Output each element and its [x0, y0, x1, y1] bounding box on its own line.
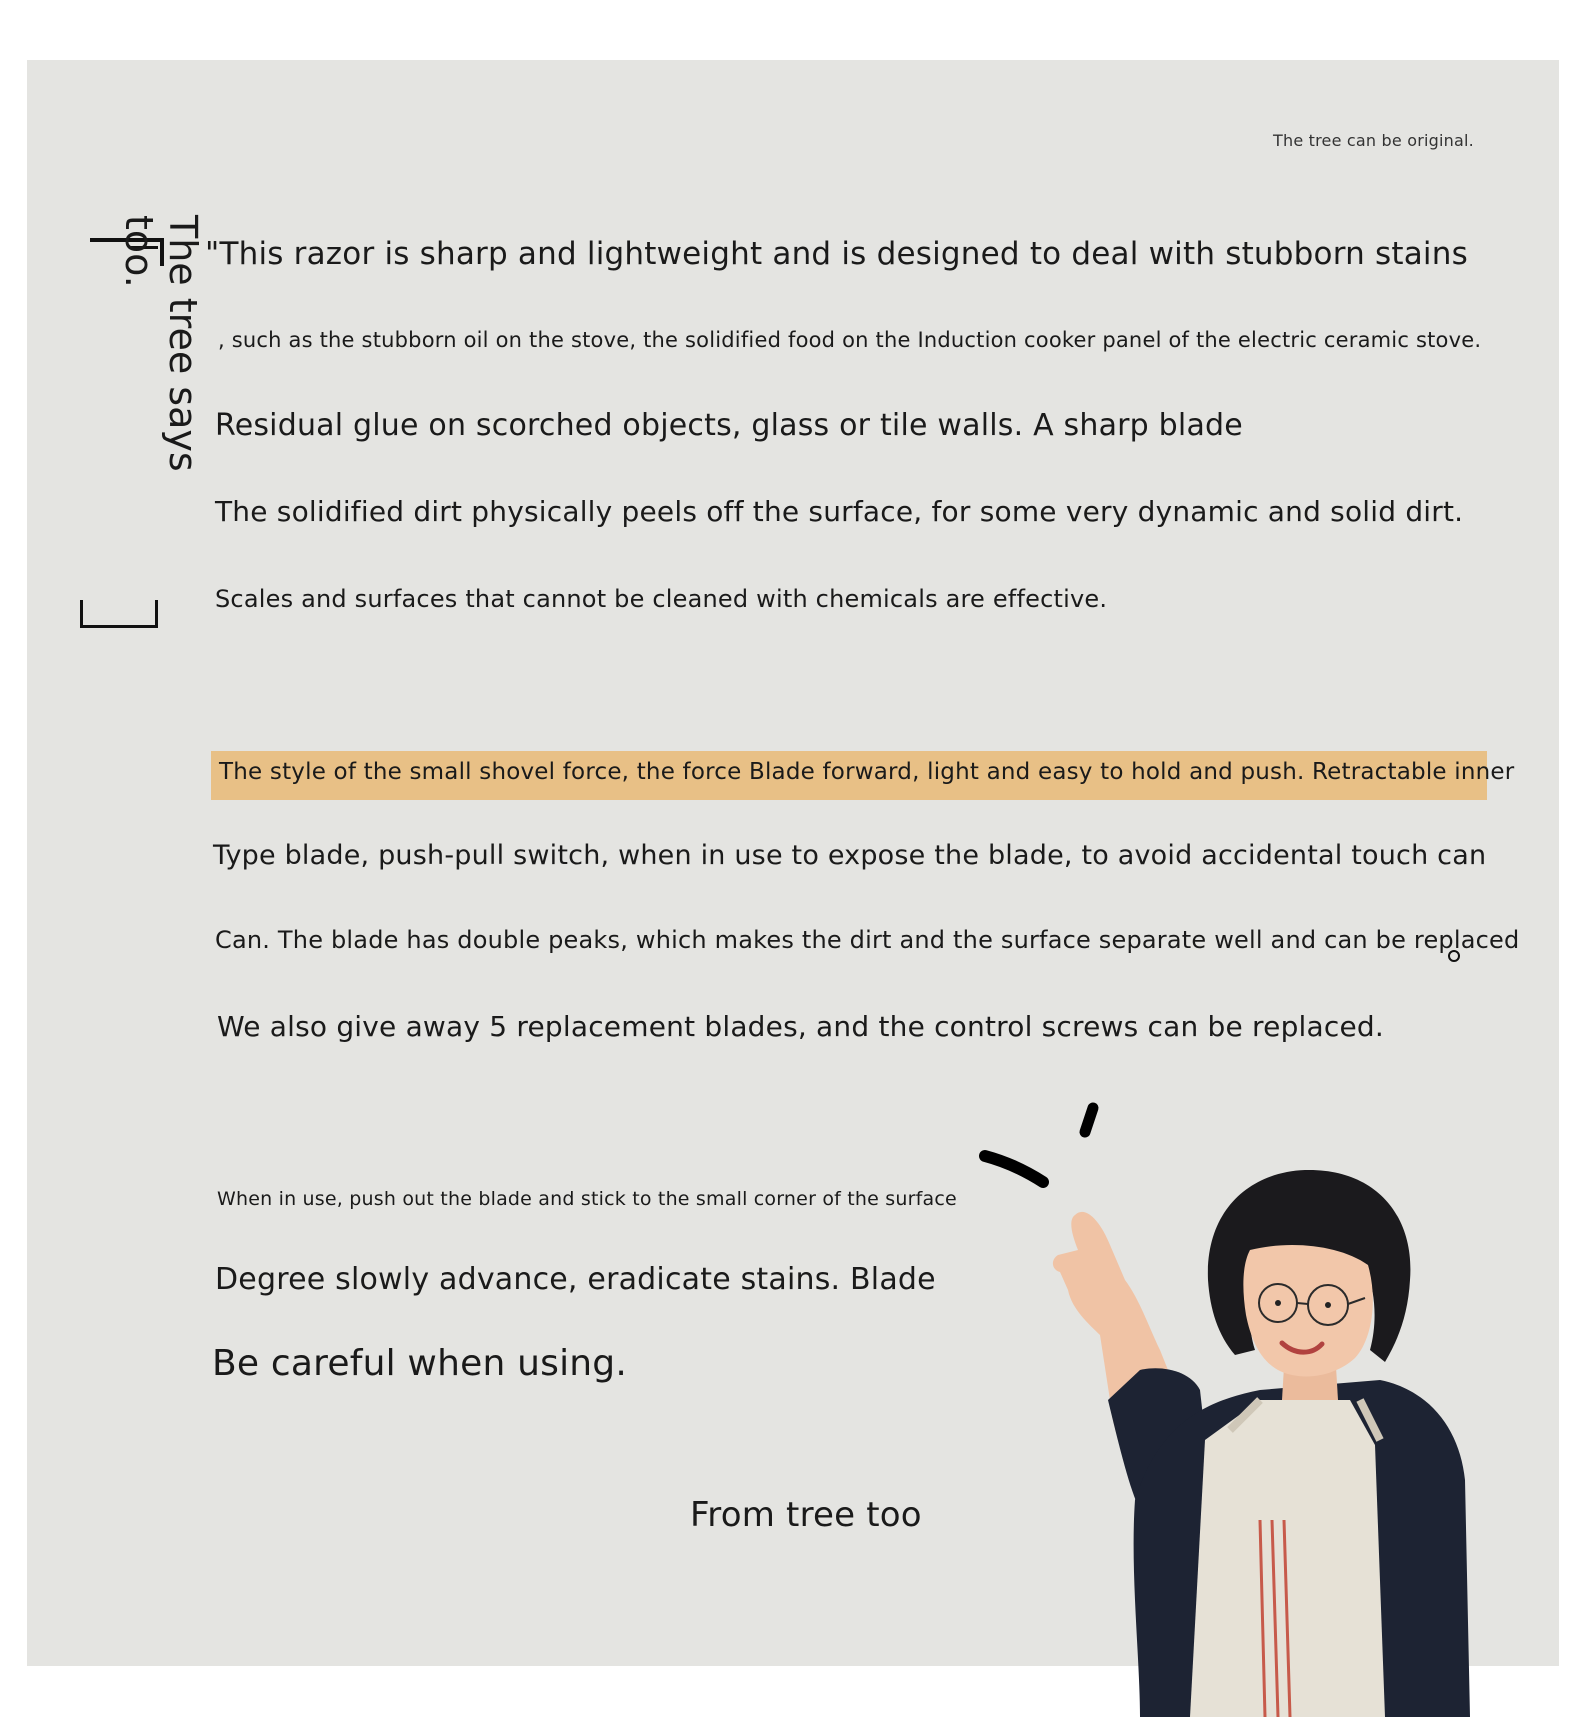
woman-pointing-illustration — [960, 1100, 1580, 1717]
paragraph-5: Scales and surfaces that cannot be cleaned with chemicals are effective. — [215, 585, 1108, 613]
paragraph-3: Residual glue on scorched objects, glass or tile walls. A sharp blade — [215, 408, 1243, 443]
ghost-text-line — [215, 362, 1465, 366]
ghost-text-line — [215, 1255, 935, 1259]
paragraph-4: The solidified dirt physically peels off the surface, for some very dynamic and solid dirt. — [215, 495, 1464, 528]
paragraph-10: When in use, push out the blade and stick to the small corner of the surface — [217, 1188, 957, 1210]
ghost-text-line — [215, 746, 1475, 752]
paragraph-1: "This razor is sharp and lightweight and is designed to deal with stubborn stains — [205, 236, 1468, 272]
paragraph-12: Be careful when using. — [212, 1343, 627, 1384]
signature: From tree too — [690, 1495, 922, 1535]
caption-top: The tree can be original. — [1273, 131, 1474, 150]
paragraph-8: Can. The blade has double peaks, which makes the dirt and the surface separate well and can be replaced — [215, 926, 1520, 954]
paragraph-2: , such as the stubborn oil on the stove, the solidified food on the Induction cooker panel of the electric ceramic stove. — [218, 328, 1482, 352]
paragraph-6: The style of the small shovel force, the force Blade forward, light and easy to hold and push. Retractable inner — [219, 759, 1515, 785]
paragraph-9: We also give away 5 replacement blades, and the control screws can be replaced. — [217, 1010, 1384, 1043]
bottom-bracket — [80, 600, 158, 628]
circle-mark-icon — [1448, 950, 1460, 962]
paragraph-11: Degree slowly advance, eradicate stains. Blade — [215, 1262, 936, 1297]
vertical-title: The tree says too. — [117, 215, 205, 472]
ghost-text-line — [215, 916, 1415, 920]
paragraph-7: Type blade, push-pull switch, when in use to expose the blade, to avoid accidental touch can — [213, 840, 1487, 871]
